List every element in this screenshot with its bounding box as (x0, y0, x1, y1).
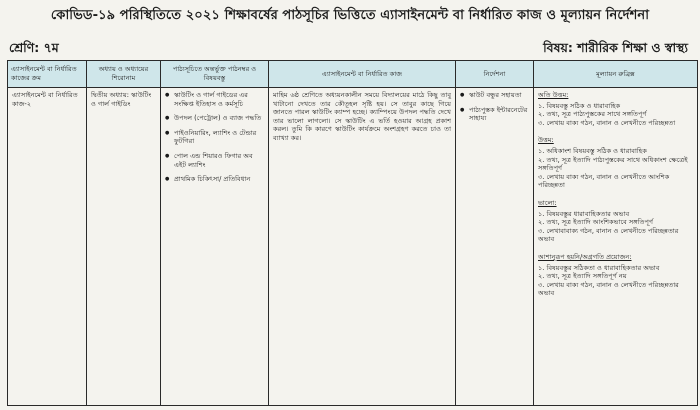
cell-assignment-order (8, 88, 87, 406)
rubric-good (538, 199, 693, 244)
rubric-line: ৩. লেখাবাবাক্য গঠন, বানান ও লেখনীতে পরিচ্ছন্নতার অভাব (538, 226, 679, 244)
rubric-line: ২. তথ্য, সূত্র ইত্যাদি সঙ্গতিপূর্ণ নয় (538, 272, 627, 281)
lesson-content-item: ● উপদল (পেট্রোল) ও ব্যাজ পদ্ধতি (174, 114, 264, 123)
assignment-number: এ্যাসাইনমেন্ট বা নির্ধারিত কাজ-২ (12, 91, 78, 108)
lesson-content-item: ● পাইওনিয়ারিং, ল্যাশিং ও টেন্ডার ফুটগিরা (174, 129, 264, 146)
rubric-line: ১. বিষয়বস্তুর ধারাবাহিকতার অভাব (538, 209, 630, 218)
rubric-line: ৩. লেখায় বাক্য গঠন, বানান ও লেখনীতে পরিচ্ছন্নতা (538, 118, 676, 127)
table-row (8, 88, 698, 406)
header-lesson-contents: পাঠ্যসূচিতে অন্তর্ভুক্ত পাঠনম্বর ও বিষয়বস্তু (161, 61, 269, 88)
assignment-table (7, 60, 698, 406)
header-assignment-order: এ্যাসাইনমেন্ট বা নির্ধারিত কাজের ক্রম (8, 61, 87, 88)
subject-label: বিষয়: শারীরিক শিক্ষা ও স্বাস্থ্য (543, 40, 688, 55)
rubric-excellent (538, 91, 693, 127)
rubric-heading: আশানুরূপ হয়নি/অগ্রগতি প্রয়োজন: (538, 252, 632, 261)
lesson-content-item: ● প্রাথমিক চিকিৎসা/ প্রতিবিধান (174, 175, 264, 184)
rubric-very-good (538, 136, 693, 190)
rubric-heading: ভালো: (538, 198, 557, 207)
rubric-needs-improvement (538, 253, 693, 298)
rubric-line: ১. বিষয়বস্তুর সঠিকতা ও ধারাবাহিকতার অভাব (538, 263, 660, 272)
rubric-line: ১. অধিকাংশ বিষয়বস্তু সঠিক ও ধারাবাহিক (538, 146, 647, 155)
rubric-heading: উত্তম: (538, 136, 554, 145)
instruction-item: ● স্কাউট বন্ধুর সহায়তা (469, 91, 529, 100)
cell-rubric (534, 88, 698, 406)
rubric-heading: অতি উত্তম: (538, 91, 569, 99)
header-rubric: মূল্যায়ন রুব্রিক্স (534, 61, 698, 88)
chapter-title: দ্বিতীয় অধ্যায়: স্কাউটিং ও গার্ল গাইডিং (91, 91, 152, 108)
rubric-line: ২. তথ্য, সূত্র পাঠ্যপুস্তকের সাথে সঙ্গতিপূর্ণ (538, 110, 647, 119)
rubric-line: ২. তথ্য, সূত্র ইত্যাদি আংশিকভাবে সঙ্গতিপূর্ণ (538, 218, 653, 227)
table-header-row (8, 61, 698, 88)
instruction-item: ● পাঠ্যপুস্তক ইন্টারনেটের সাহায্য (469, 106, 529, 123)
page-title: কোভিড-১৯ পরিস্থিতিতে ২০২১ শিক্ষাবর্ষের পাঠসূচির ভিত্তিতে এ্যাসাইনমেন্ট বা নির্ধারিত কাজ ও মূল্যায়ন নির্দেশনা (50, 8, 650, 23)
cell-chapter (87, 88, 161, 406)
class-label: শ্রেণি: ৭ম (9, 40, 59, 55)
header-instructions: নির্দেশনা (456, 61, 534, 88)
rubric-line: ৩. লেখায় বাক্য গঠন, বানান ও লেখনীতে পরিচ্ছন্নতার অভাব (538, 280, 679, 298)
task-text: মাহিম ৬ষ্ঠ শ্রেণিতে অধ্যয়নকালীন সময়ে বিদ্যালয়ের মাঠে কিছু তাবু খাটানো দেখতে তার কৌতূহল সৃষ্টি হয়। সে তাবুর কাছে গিয়ে জানতে পারল স্কাউটিং ক্যাম্প হচ্ছে। ক্যাম্পিংয়ে উপদল পদ্ধতি দেখে তার ভালো লাগলো। সে স্কাউটিং এ ভর্তি হওয়ার আগ্রহ প্রকাশ করল। তুমি কি কারণে স্কাউটিং কার্যক্রমে অংশগ্রহণ করতে চাও তা ব্যাখ্যা কর। (273, 91, 451, 142)
cell-instructions (456, 88, 534, 406)
lesson-content-list (165, 91, 264, 184)
rubric-line: ১. বিষয়বস্তু সঠিক ও ধারাবাহিক (538, 101, 621, 110)
cell-task (269, 88, 456, 406)
rubric-line: ২. তথ্য, সূত্র ইত্যাদি পাঠ্যপুস্তকের সাথে অধিকাংশ ক্ষেত্রেই সঙ্গতিপূর্ণ (538, 155, 688, 173)
rubric-line: ৩. লেখায় বাক্য গঠন, বানান ও লেখনীতে আংশিক পরিচ্ছন্নতা (538, 172, 670, 190)
header-chapter: অধ্যায় ও অধ্যায়ের শিরোনাম (87, 61, 161, 88)
lesson-content-item: ● পোল এন্ড শিয়ারও ফিগার অব এইট ল্যাশিং (174, 152, 264, 169)
instruction-list (460, 91, 529, 123)
cell-lesson-contents (161, 88, 269, 406)
header-task: এ্যাসাইনমেন্ট বা নির্ধারিত কাজ (269, 61, 456, 88)
lesson-content-item: ● স্কাউটিং ও গার্ল গাইডের এর সংক্ষিপ্ত ইতিহাস ও কর্মসূচি (174, 91, 264, 108)
